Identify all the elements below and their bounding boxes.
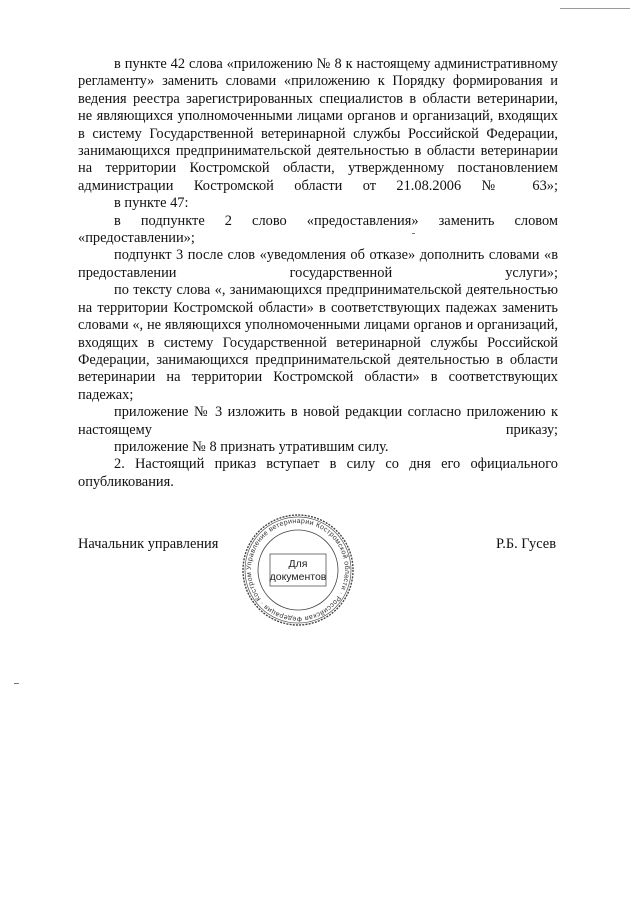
stamp-center-line-2: документов [269,571,327,583]
scan-speck [14,683,19,684]
stamp-ring-text: Управление ветеринарии Костромской области · Российская Федерация · Костром [245,517,351,623]
signature-position-label: Начальник управления [78,536,219,552]
signatory-name: Р.Б. Гусев [496,536,556,552]
paragraph-appendix-3: приложение № 3 изложить в новой редакции согласно приложению к настоящему приказу; [78,404,558,438]
official-stamp [240,512,356,628]
stamp-center-line-1: Для [288,558,308,570]
paragraph-subitem-3: подпункт 3 после слов «уведомления об отказе» дополнить словами «в предоставлении государственной услуги»; [78,247,558,281]
paragraph-item-42: в пункте 42 слова «приложению № 8 к настоящему административному регламенту» заменить словами «приложению к Порядку формирования и ведения реестра зарегистрированных специалистов в области ветеринарии, не являющихся уполномоченными лицами органов и организаций, входящих в систему Государственной ветеринарной службы Российской Федерации, занимающихся предпринимательской деятельностью в области ветеринарии на территории Костромской области, утвержденному постановлением администрации Костромской области от 21.08.2006 № 63»; [78,56,558,194]
paragraph-appendix-8: приложение № 8 признать утратившим силу. [114,438,389,455]
document-body [78,56,558,491]
paragraph-effective-date: 2. Настоящий приказ вступает в силу со дня его официального опубликования. [78,456,558,490]
paragraph-item-47: в пункте 47: [114,195,189,212]
scan-edge-mark [560,8,630,9]
paragraph-text-replacement: по тексту слова «, занимающихся предпринимательской деятельностью на территории Костромской области» в соответствующих падежах заменить словами «, не являющихся уполномоченными лицами органов и организаций, входящих в систему Государственной ветеринарной службы Российской Федерации, занимающихся предпринимательской деятельностью в области ветеринарии на территории Костромской области» в соответствующих падежах; [78,282,558,403]
paragraph-subitem-2: в подпункте 2 слово «предоставления» заменить словом «предоставлении»; [78,212,558,247]
stamp-seal-icon [240,512,356,628]
